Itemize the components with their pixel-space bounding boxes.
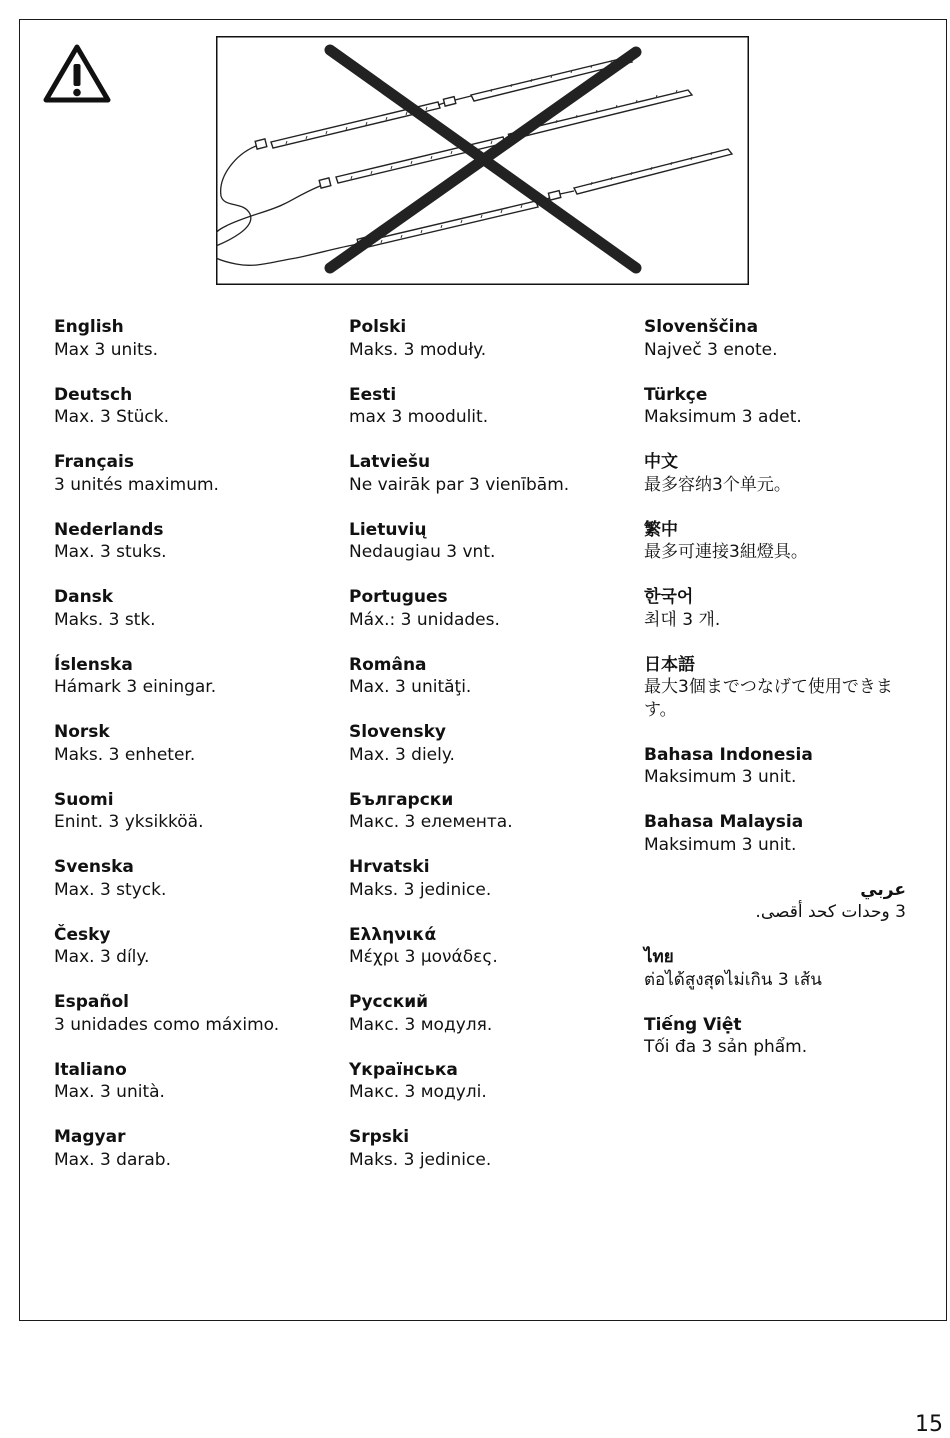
language-entry [644,946,924,991]
language-entry [54,789,334,834]
language-text: Μέχρι 3 μονάδες. [349,947,498,967]
language-name: عربي [860,879,906,900]
language-name: Tiếng Việt [644,1014,742,1035]
language-name: Portugues [349,587,448,607]
language-name: Bahasa Malaysia [644,812,804,832]
language-entry [54,1126,334,1171]
language-text: 最多容纳3个单元。 [644,474,791,495]
language-column-2 [349,316,629,1194]
language-name: Ελληνικά [349,924,437,945]
language-entry [644,316,924,361]
language-entry [644,384,924,429]
language-column-1 [54,316,334,1194]
language-entry [349,991,629,1036]
language-entry [54,384,334,429]
language-entry [349,586,629,631]
language-entry [54,991,334,1036]
language-entry [54,1059,334,1104]
language-text: Max. 3 unităţi. [349,677,472,697]
language-name: Türkçe [644,384,708,405]
language-text: Max. 3 darab. [54,1149,171,1170]
language-text: 3 unidades como máximo. [54,1014,280,1035]
language-entry [54,586,334,631]
language-text: 最大3個までつなげて使用できます。 [644,677,893,720]
language-name: Latviešu [349,452,431,472]
language-text: Ne vairāk par 3 vienībām. [349,474,570,495]
language-name: Česky [54,924,111,945]
language-name: Deutsch [54,384,133,405]
language-text: Máx.: 3 unidades. [349,609,500,630]
language-name: Français [54,452,134,472]
language-entry [54,654,334,699]
language-text: Max 3 units. [54,339,158,360]
language-entry [54,924,334,969]
language-text: Макс. 3 модуля. [349,1014,493,1035]
language-name: Polski [349,317,407,337]
language-entry [644,811,924,856]
language-name: Eesti [349,384,397,405]
language-text: 3 unités maximum. [54,474,219,495]
language-entry [644,519,924,564]
language-entry [349,316,629,361]
language-text: Maks. 3 moduły. [349,339,487,360]
language-entry [644,586,924,631]
language-name: Български [349,789,454,810]
language-name: Slovensky [349,722,446,742]
language-text: Maks. 3 stk. [54,609,156,630]
language-entry [644,879,906,924]
language-text: Max. 3 styck. [54,879,167,900]
language-text: Max. 3 stuks. [54,542,167,562]
language-entry [54,316,334,361]
language-name: Bahasa Indonesia [644,744,813,765]
language-text: Tối đa 3 sản phẩm. [644,1037,808,1057]
language-entry [349,856,629,901]
language-name: Italiano [54,1059,127,1080]
language-text: ต่อได้สูงสุดไม่เกิน 3 เส้น [644,969,822,990]
language-name: Lietuvių [349,519,427,540]
language-name: Suomi [54,789,114,810]
language-text: Maksimum 3 unit. [644,834,797,855]
language-name: Magyar [54,1127,126,1147]
language-text: Max. 3 diely. [349,744,455,765]
language-entry [54,519,334,564]
language-text: Max. 3 unità. [54,1082,165,1102]
language-text: 최대 3 개. [644,609,721,630]
language-text: Max. 3 Stück. [54,407,169,427]
language-text: Max. 3 díly. [54,947,150,967]
language-name: Íslenska [54,654,133,675]
language-text: Макс. 3 елемента. [349,812,513,832]
language-name: Español [54,992,129,1012]
language-entry [54,451,334,496]
language-name: Hrvatski [349,857,430,877]
language-column-3 [644,316,924,1081]
language-text: Maksimum 3 adet. [644,407,802,427]
language-text: Enint. 3 yksikköä. [54,812,204,832]
language-entry [644,1014,924,1059]
language-entry [349,789,629,834]
language-entry [349,519,629,564]
language-name: English [54,317,124,337]
language-entry [349,654,629,699]
language-entry [349,384,629,429]
language-name: 한국어 [644,587,694,607]
language-name: Русский [349,992,429,1012]
page-number: 15 [915,1412,943,1437]
language-entry [349,451,629,496]
language-text: Največ 3 enote. [644,339,778,360]
language-text: Maks. 3 jedinice. [349,879,492,900]
language-entry [54,721,334,766]
language-name: Nederlands [54,519,164,540]
language-name: Srpski [349,1127,410,1147]
language-entry [349,721,629,766]
language-entry [644,451,924,496]
language-text: 最多可連接3組燈具。 [644,542,808,562]
warning-icon [43,43,111,103]
language-name: Slovenščina [644,317,759,337]
language-name: Svenska [54,857,134,877]
language-entry [54,856,334,901]
language-text: max 3 moodulit. [349,407,489,427]
language-entry [644,654,924,722]
language-name: Yкраїнська [349,1059,458,1080]
language-text: 3 وحدات كحد أقصى. [755,902,906,922]
language-name: 日本語 [644,654,695,675]
language-text: Nedaugiau 3 vnt. [349,542,496,562]
language-name: Norsk [54,722,110,742]
language-name: 繁中 [644,519,678,540]
language-entry [644,744,924,789]
language-name: Dansk [54,587,114,607]
language-text: Maksimum 3 unit. [644,767,797,787]
language-entry [349,1126,629,1171]
language-name: 中文 [644,452,678,472]
language-text: Hámark 3 einingar. [54,677,217,697]
language-name: Româna [349,654,427,675]
language-entry [349,1059,629,1104]
language-text: Maks. 3 enheter. [54,744,196,765]
language-entry [349,924,629,969]
language-text: Макс. 3 модулі. [349,1082,487,1102]
led-strip-illustration [216,36,749,285]
language-text: Maks. 3 jedinice. [349,1149,492,1170]
language-name: ไทย [644,947,674,967]
